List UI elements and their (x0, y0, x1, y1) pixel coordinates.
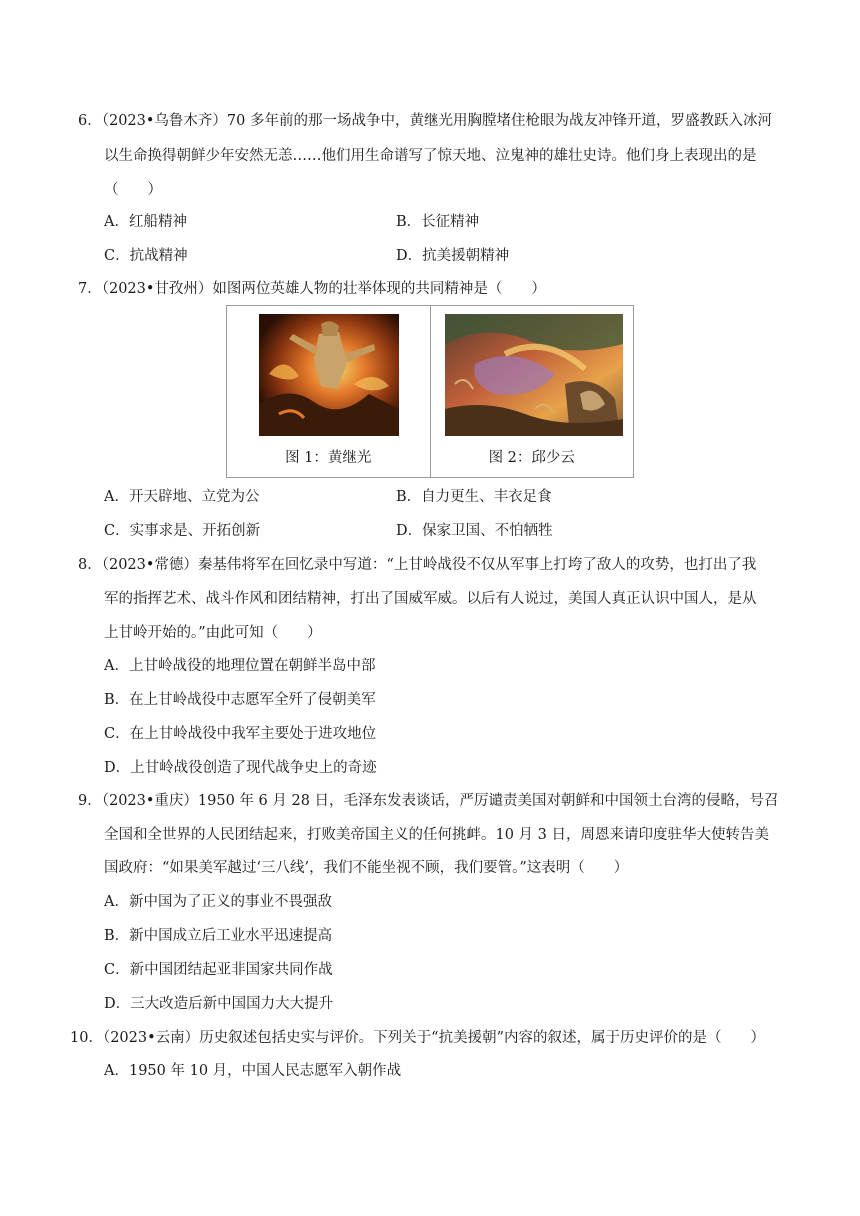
q8-option-c[interactable]: C．在上甘岭战役中我军主要处于进攻地位 (104, 726, 377, 742)
q7-option-c[interactable]: C．实事求是、开拓创新 (104, 523, 261, 539)
q8-option-a[interactable]: A．上甘岭战役的地理位置在朝鲜半岛中部 (104, 658, 376, 674)
q7-option-a[interactable]: A．开天辟地、立党为公 (104, 489, 260, 505)
q7-option-d[interactable]: D．保家卫国、不怕牺牲 (396, 523, 553, 539)
q7-stem: 7．（2023•甘孜州）如图两位英雄人物的壮举体现的共同精神是（ ） (78, 281, 546, 297)
q7-figure-table (226, 305, 634, 478)
q9-option-c[interactable]: C．新中国团结起亚非国家共同作战 (104, 962, 333, 978)
q8-stem-line2: 军的指挥艺术、战斗作风和团结精神，打出了国威军威。以后有人说过，美国人真正认识中国人，是从 (104, 591, 757, 607)
q8-option-d[interactable]: D．上甘岭战役创造了现代战争史上的奇迹 (104, 760, 377, 776)
q9-stem-line3: 国政府：“如果美军越过‘三八线’，我们不能坐视不顾，我们要管。”这表明（ ） (104, 860, 629, 876)
q6-stem-line1: 6．（2023•乌鲁木齐）70 多年前的那一场战争中，黄继光用胸膛堵住枪眼为战友冲锋开道，罗盛教跃入冰河 (78, 113, 772, 129)
q9-option-b[interactable]: B．新中国成立后工业水平迅速提高 (104, 928, 333, 944)
figure-1-caption: 图 1：黄继光 (285, 450, 372, 466)
figure-2-caption: 图 2：邱少云 (488, 450, 575, 466)
q7-option-b[interactable]: B．自力更生、丰衣足食 (396, 489, 552, 505)
qiu-shaoyun-painting (445, 314, 623, 436)
q10-stem: 10．（2023•云南）历史叙述包括史实与评价。下列关于“抗美援朝”内容的叙述，属于历史评价的是（ ） (70, 1030, 765, 1046)
q9-option-d[interactable]: D．三大改造后新中国国力大大提升 (104, 996, 334, 1012)
huang-jiguang-painting (259, 314, 399, 436)
q8-stem-line1: 8．（2023•常德）秦基伟将军在回忆录中写道：“上甘岭战役不仅从军事上打垮了敌人的攻势，也打出了我 (78, 557, 757, 573)
figure-1-cell (227, 306, 430, 477)
q6-option-c[interactable]: C．抗战精神 (104, 248, 188, 264)
q6-option-b[interactable]: B．长征精神 (396, 214, 480, 230)
q6-option-d[interactable]: D．抗美援朝精神 (396, 248, 510, 264)
q9-stem-line1: 9．（2023•重庆）1950 年 6 月 28 日，毛泽东发表谈话，严厉谴责美国对朝鲜和中国领土台湾的侵略，号召 (78, 793, 779, 809)
q6-stem-line2: 以生命换得朝鲜少年安然无恙……他们用生命谱写了惊天地、泣鬼神的雄壮史诗。他们身上表现出的是 (104, 148, 757, 164)
figure-2-cell (430, 306, 634, 477)
q8-option-b[interactable]: B．在上甘岭战役中志愿军全歼了侵朝美军 (104, 692, 376, 708)
q6-option-a[interactable]: A．红船精神 (104, 214, 187, 230)
q6-answer-blank: （ ） (104, 182, 162, 198)
q8-stem-line3: 上甘岭开始的。”由此可知（ ） (104, 625, 322, 641)
q9-option-a[interactable]: A．新中国为了正义的事业不畏强敌 (104, 894, 332, 910)
q9-stem-line2: 全国和全世界的人民团结起来，打败美帝国主义的任何挑衅。10 月 3 日，周恩来请印度驻华大使转告美 (104, 827, 769, 843)
q10-option-a[interactable]: A．1950 年 10 月，中国人民志愿军入朝作战 (104, 1063, 402, 1079)
